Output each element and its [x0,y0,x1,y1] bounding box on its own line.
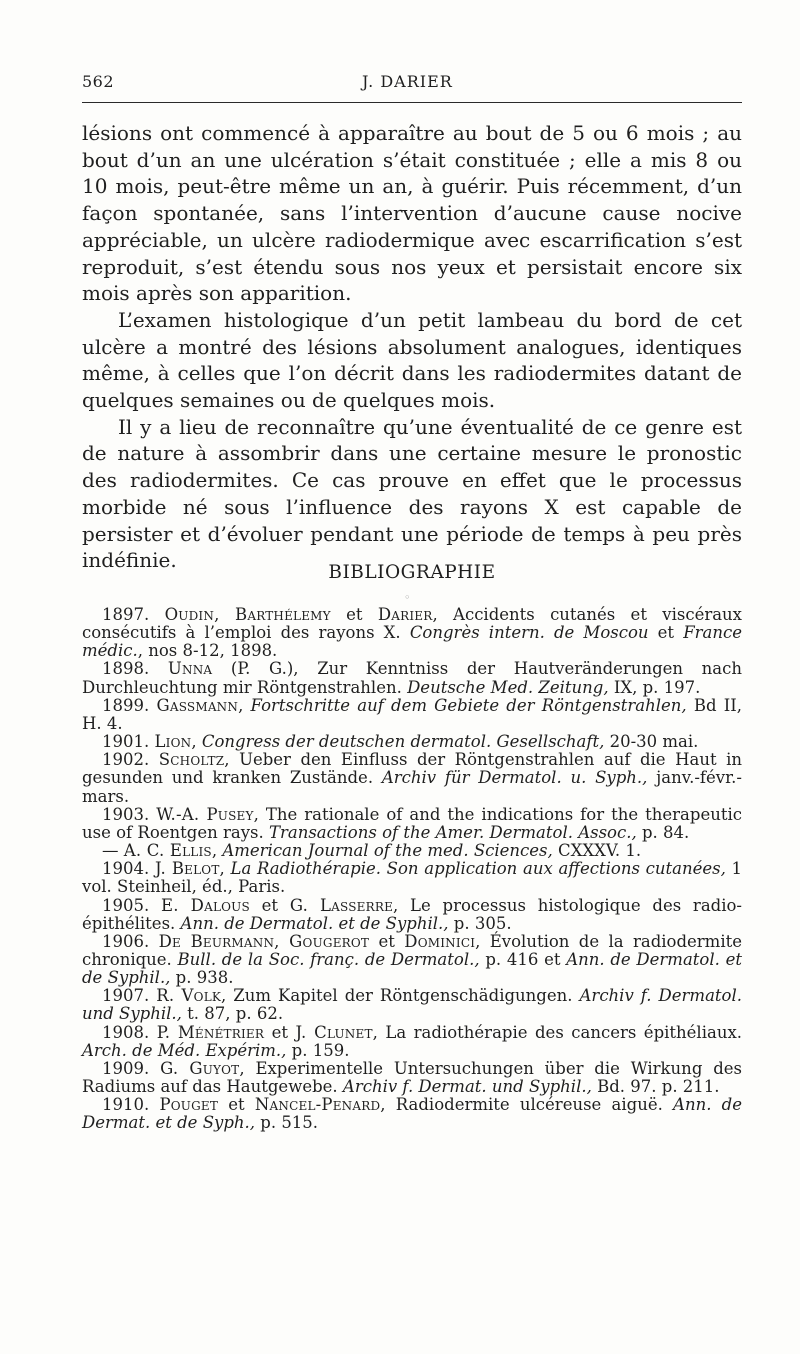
bib-connector: , [238,695,251,715]
bib-title: Ueber den Einfluss der Röntgenstrahlen auf die Haut in gesunden und kranken Zustände. [82,750,742,788]
bib-authors: J. Belot [154,859,220,879]
bib-authors: R. Volk [156,986,222,1006]
bib-authors-secondary: G. Lasserre [289,895,394,915]
bib-authors: Scholtz [158,750,225,770]
running-head: J. DARIER [362,72,453,91]
bibliography-entry [82,606,742,660]
bib-title: , Évolution de la radiodermite chronique. [82,931,743,969]
bib-connector: , [224,750,240,770]
bib-year: 1909. [102,1058,150,1078]
bib-year: 1902. [102,750,150,770]
paragraph-2: L’examen histologique d’un petit lambeau du bord de cet ulcère a montré des lésions absolument analogues, identiques même, à celles que l’on décrit dans les radiodermites datant de quelques semaines ou de quelques mois. [82,307,742,413]
bib-year: 1908. [102,1022,150,1042]
bib-year: 1899. [102,695,150,715]
bib-authors: Unna [167,659,213,679]
bib-year: 1901. [102,732,150,752]
bib-tail: 20-30 mai. [604,732,699,752]
bib-title: The rationale of and the indications for the therapeutic use of Roentgen rays. [82,804,742,842]
bib-journal: Congress der deutschen dermatol. Gesellschaft, [201,732,605,752]
bib-year: 1903. [102,804,150,824]
bib-journal: Archiv für Dermatol. u. Syph., [381,768,648,788]
bib-connector: , [211,841,223,861]
bib-connector: et [218,1095,255,1115]
bibliography-entry [82,733,742,751]
bib-authors: A. C. Ellis [123,841,212,861]
bib-tail: , nos 8-12, 1898. [137,641,278,661]
bib-tail: Bd II, H. 4. [82,695,742,733]
bib-connector: , [191,732,202,752]
bibliography-title: BIBLIOGRAPHIE [328,562,496,583]
bibliography-list [82,606,742,1133]
bib-title: , Le processus histologique des radio-épithélites. [82,895,743,933]
bib-journal: Archiv f. Dermat. und Syphil., [342,1077,592,1097]
bibliography-entry [82,860,742,896]
page-header [82,62,742,103]
bib-connector: et [249,895,290,915]
bib-journal: Transactions of the Amer. Dermatol. Assoc., [268,822,637,842]
bib-year: 1907. [102,986,150,1006]
bib-tail: p. 159. [286,1040,350,1060]
bib-title: , Radiodermite ulcéreuse aiguë. [380,1095,674,1115]
bib-tail: p. 305. [448,913,512,933]
bib-title: Zum Kapitel der Röntgenschädigungen. [233,986,580,1006]
bibliography-entry [82,1024,742,1060]
bib-connector: et [369,931,405,951]
page-number: 562 [82,72,115,91]
divider-mark: ◦ [404,591,411,604]
bib-journal: Ann. de Dermatol. et de Syphil., [180,913,449,933]
paragraph-1: lésions ont commencé à apparaître au bout de 5 ou 6 mois ; au bout d’un an une ulcération s’était constituée ; elle a mis 8 ou 10 mois, peut-être même un an, à guérir. Puis récemment, d’un façon spontanée, sans l’intervention d’aucune cause nocive appréciable, un ulcère radiodermique avec escarrification s’est reproduit, s’est étendu sous nos yeux et persistait encore six mois après son apparition. [82,121,742,306]
bib-connector: et [264,1022,296,1042]
bib-connector: , [253,804,266,824]
bib-connector-secondary: et [648,623,684,643]
bib-authors-secondary: Nancel-Penard [254,1095,381,1115]
bib-tail: p. 515. [255,1113,319,1133]
bibliography-entry [82,933,742,987]
bib-year: — [102,841,119,861]
bibliography-entry [82,751,742,805]
bib-journal: Bull. de la Soc. franç. de Dermatol., [177,949,480,969]
body-text [82,120,742,574]
bib-year: 1897. [102,605,150,624]
bib-title: Experimentelle Untersuchungen über die Wirkung des Radiums auf das Hautgewebe. [82,1058,742,1097]
bib-tail: CXXXV. 1. [552,841,642,861]
bib-year: 1898. [102,659,150,679]
bib-journal: Fortschritte auf dem Gebiete der Röntgenstrahlen, [250,695,687,715]
bib-year: 1905. [102,895,150,915]
bib-authors: W.-A. Pusey [156,804,254,824]
bib-journal: Ann. de Dermat. et de Syph., [82,1095,742,1133]
bib-tail: janv.-févr.-mars. [82,768,743,806]
bib-connector: et [330,605,378,624]
bib-authors-secondary: Darier [377,605,433,624]
bib-connector-secondary: p. 416 et [479,949,567,969]
bib-journal: La Radiothérapie. Son application aux affections cutanées, [230,859,726,879]
bibliography-entry [82,697,742,733]
bib-journal: Arch. de Méd. Expérim., [82,1040,287,1060]
bib-year: 1910. [102,1095,150,1115]
bib-journal-secondary: Ann. de Dermatol. et de Syphil., [82,949,742,988]
bib-title: , La radiothérapie des cancers épithéliaux. [372,1022,743,1042]
bib-connector: , [239,1058,256,1078]
bib-year: 1906. [102,931,150,951]
bib-connector: , [221,986,234,1006]
bibliography-entry [82,1060,742,1096]
bib-year: 1904. [102,859,150,879]
bib-authors: Pouget [159,1095,219,1115]
bib-authors-secondary: Dominici [404,931,476,951]
bib-authors: De Beurmann, Gougerot [158,931,370,951]
bibliography-entry [82,897,742,933]
bibliography-entry [82,660,742,696]
bib-journal: American Journal of the med. Sciences, [222,841,553,861]
paragraph-3: Il y a lieu de reconnaître qu’une éventualité de ce genre est de nature à assombrir dans une certaine mesure le pronostic des radiodermites. Ce cas prouve en effet que le processus morbide né sous l’influence des rayons X est capable de persister et d’évoluer pendant une période de temps à peu près indéfinie. [82,414,742,573]
bib-title: , Accidents cutanés et viscéraux consécutifs à l’emploi des rayons X. [82,605,742,643]
bib-journal: Deutsche Med. Zeitung, [407,677,609,697]
bib-authors: E. Dalous [161,895,250,915]
bib-authors: Gassmann [156,695,239,715]
bib-connector: (P. G.), [212,659,318,679]
bibliography-entry [82,806,742,842]
bib-tail: Bd. 97. p. 211. [591,1077,720,1097]
bib-tail: t. 87, p. 62. [181,1004,284,1024]
bib-authors: P. Ménétrier [156,1022,265,1042]
bib-authors-secondary: J. Clunet [295,1022,373,1042]
bib-tail: IX, p. 197. [608,677,701,697]
bib-tail: p. 938. [170,968,234,988]
bib-journal: Archiv f. Dermatol. und Syphil., [82,986,742,1024]
bibliography-entry [82,987,742,1023]
bibliography-entry [82,842,742,860]
bibliography-entry [82,1096,742,1132]
bib-authors: G. Guyot [160,1058,240,1078]
bib-journal-secondary: France médic. [82,623,742,661]
bib-tail: p. 84. [636,822,690,842]
bib-journal: Congrès intern. de Moscou [409,623,649,643]
bib-connector: , [219,859,231,879]
bib-title: Zur Kenntniss der Hautveränderungen nach Durchleuchtung mir Röntgenstrahlen. [82,659,743,697]
bib-tail: 1 vol. Steinheil, éd., Paris. [82,859,743,897]
bib-authors: Oudin, Barthélemy [164,605,331,624]
bib-authors: Lion [154,732,192,752]
